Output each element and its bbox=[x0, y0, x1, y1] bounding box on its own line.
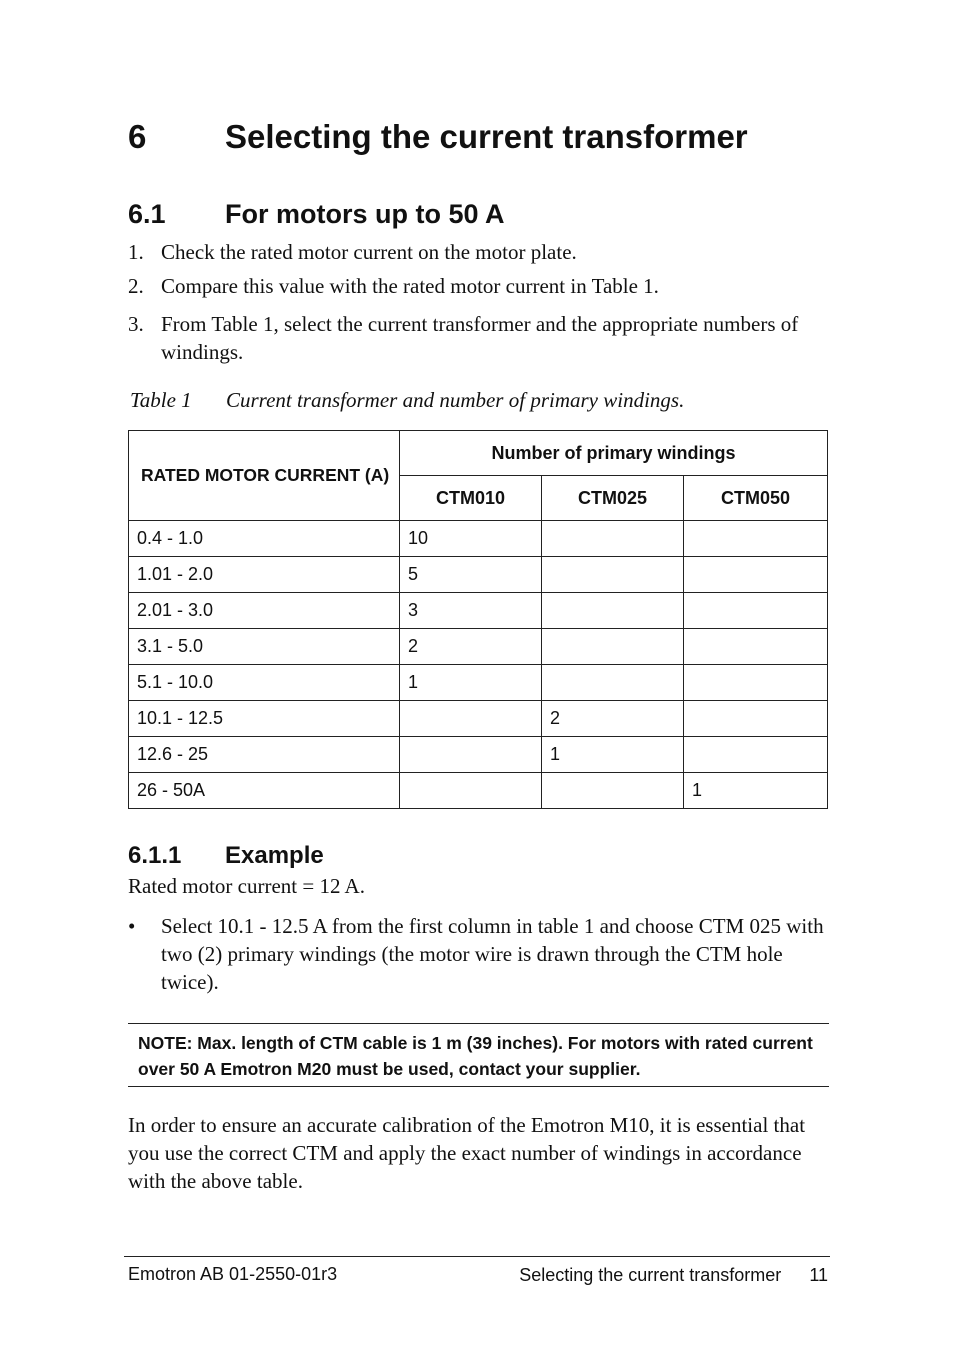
table-cell bbox=[542, 773, 684, 809]
table-cell bbox=[684, 737, 828, 773]
table-row bbox=[129, 629, 828, 665]
closing-paragraph: In order to ensure an accurate calibration of the Emotron M10, it is essential that you use the correct CTM and apply the exact number of windings in accordance with the above table. bbox=[128, 1113, 806, 1193]
table-cell: 10 bbox=[400, 521, 542, 557]
table-cell: 12.6 - 25 bbox=[129, 737, 400, 773]
table-row bbox=[129, 521, 828, 557]
table-cell: 2 bbox=[400, 629, 542, 665]
table-cell: 26 - 50A bbox=[129, 773, 400, 809]
note-text: NOTE: Max. length of CTM cable is 1 m (39 inches). For motors with rated current over 50 A Emotron M20 must be used, contact your supplier. bbox=[138, 1033, 813, 1079]
table-cell bbox=[400, 773, 542, 809]
table-cell: 3.1 - 5.0 bbox=[129, 629, 400, 665]
table-row bbox=[129, 557, 828, 593]
list-item bbox=[128, 272, 828, 300]
table-cell bbox=[542, 557, 684, 593]
step-number: 3. bbox=[128, 312, 144, 336]
table-row bbox=[129, 593, 828, 629]
table-cell bbox=[542, 593, 684, 629]
table-cell: 2.01 - 3.0 bbox=[129, 593, 400, 629]
table-caption bbox=[130, 388, 684, 413]
table-cell: 10.1 - 12.5 bbox=[129, 701, 400, 737]
windings-group-header: Number of primary windings bbox=[400, 431, 828, 476]
steps-list bbox=[128, 238, 828, 366]
table-cell bbox=[400, 737, 542, 773]
footer-chapter bbox=[519, 1265, 828, 1286]
table-cell: 1 bbox=[400, 665, 542, 701]
table-row bbox=[129, 665, 828, 701]
example-text: Rated motor current = 12 A. bbox=[128, 874, 365, 898]
chapter-title: Selecting the current transformer bbox=[225, 118, 748, 155]
section-title: For motors up to 50 A bbox=[225, 199, 505, 229]
column-header-ctm050: CTM050 bbox=[684, 476, 828, 521]
page-number: 11 bbox=[809, 1265, 828, 1285]
table-cell bbox=[542, 665, 684, 701]
table-cell: 0.4 - 1.0 bbox=[129, 521, 400, 557]
table-caption-label: Table 1 bbox=[130, 388, 192, 412]
subsection-heading bbox=[128, 842, 324, 870]
table-cell: 3 bbox=[400, 593, 542, 629]
table-row bbox=[129, 701, 828, 737]
table-cell: 2 bbox=[542, 701, 684, 737]
table-row bbox=[129, 773, 828, 809]
step-number: 1. bbox=[128, 240, 144, 264]
subsection-title: Example bbox=[225, 842, 324, 869]
table-caption-text: Current transformer and number of primary windings. bbox=[226, 388, 685, 412]
bullet-symbol: • bbox=[128, 914, 136, 938]
footer-divider bbox=[124, 1256, 830, 1257]
list-item bbox=[128, 238, 828, 266]
chapter-heading bbox=[128, 118, 748, 156]
chapter-number: 6 bbox=[128, 118, 147, 155]
ctm-table bbox=[128, 430, 828, 809]
table-cell: 1 bbox=[542, 737, 684, 773]
table-cell: 5.1 - 10.0 bbox=[129, 665, 400, 701]
table-cell: 1 bbox=[684, 773, 828, 809]
table-cell: 5 bbox=[400, 557, 542, 593]
table-cell bbox=[542, 629, 684, 665]
table-row bbox=[129, 737, 828, 773]
table-cell bbox=[684, 521, 828, 557]
footer-doc-id: Emotron AB 01-2550-01r3 bbox=[128, 1264, 338, 1284]
step-text: Compare this value with the rated motor current in Table 1. bbox=[161, 274, 659, 298]
column-header-ctm010: CTM010 bbox=[400, 476, 542, 521]
note-box bbox=[128, 1023, 829, 1087]
table-cell bbox=[684, 701, 828, 737]
table-cell: 1.01 - 2.0 bbox=[129, 557, 400, 593]
bullet-text: Select 10.1 - 12.5 A from the first column in table 1 and choose CTM 025 with two (2) primary windings (the motor wire is drawn through the CTM hole twice). bbox=[161, 914, 824, 994]
table-cell bbox=[684, 665, 828, 701]
step-text: From Table 1, select the current transformer and the appropriate numbers of windings. bbox=[161, 312, 799, 364]
column-header-ctm025: CTM025 bbox=[542, 476, 684, 521]
step-number: 2. bbox=[128, 274, 144, 298]
section-number: 6.1 bbox=[128, 199, 166, 229]
step-text: Check the rated motor current on the motor plate. bbox=[161, 240, 577, 264]
table-cell bbox=[684, 593, 828, 629]
subsection-number: 6.1.1 bbox=[128, 842, 182, 869]
table-cell bbox=[684, 629, 828, 665]
table-cell bbox=[400, 701, 542, 737]
table-cell bbox=[542, 521, 684, 557]
list-item bbox=[128, 310, 828, 366]
table-cell bbox=[684, 557, 828, 593]
example-bullet bbox=[128, 912, 828, 996]
section-heading bbox=[128, 199, 505, 230]
rated-current-header: RATED MOTOR CURRENT (A) bbox=[129, 431, 400, 521]
footer-chapter-title: Selecting the current transformer bbox=[519, 1265, 782, 1285]
